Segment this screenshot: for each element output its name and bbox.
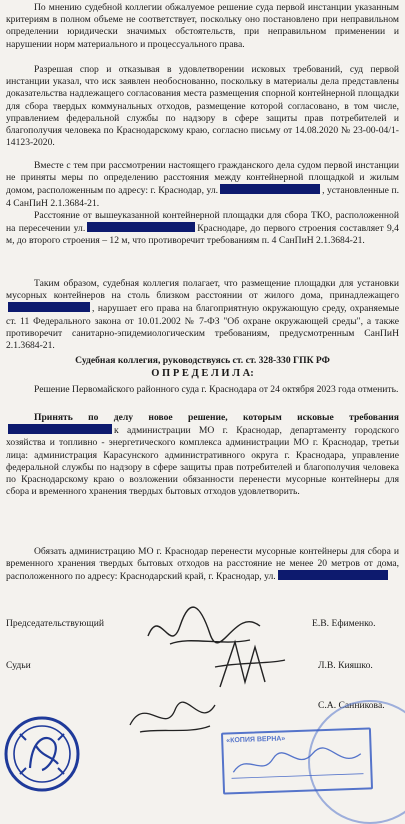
resolution-heading: О П Р Е Д Е Л И Л А: [151, 368, 254, 379]
redaction-block [278, 570, 388, 580]
paragraph-2: Разрешая спор и отказывая в удовлетворении исковых требований, суд первой инстанции указал, что иск заявлен необоснованно, поскольку в материалы дела представлены доказательства надлежащего согласования места размещения спорной контейнерной площадки для сбора твердых коммунальных отходов, размещение которой согласовано, в том числе, управлением федеральной службы по надзору в сфере защиты прав потребителей и благополучия человека по Краснодарскому краю, согласно письму от 14.08.2020 № 23-00-04/1-14123-2020. [6, 64, 399, 149]
paragraph-3-tail: , установленные п. 4 СанПиН 2.1.3684-21. [6, 185, 399, 209]
judge-1-name: Л.В. Кияшко. [318, 660, 373, 671]
legal-basis-line: Судебная коллегия, руководствуясь ст. ст. 328-330 ГПК РФ [75, 355, 330, 366]
judges-label: Судьи [6, 660, 31, 671]
paragraph-3 [6, 160, 399, 210]
stamp-signature [226, 740, 367, 785]
paragraph-5-tail: , нарушает его права на благоприятную окружающую среду, охраняемые ст. 11 Федерального закона от 10.01.2002 № 7-ФЗ "Об охране окружающей среды", а также противоречит санитарно-эпидемиологическим требованиям, предусмотренным СанПиН 2.1.3684-21. [6, 303, 399, 352]
paragraph-4-text: Расстояние от вышеуказанной контейнерной площадки для сбора ТКО, расположенной на пересечении ул. [6, 210, 399, 235]
presiding-label: Председательствующий [6, 618, 105, 629]
copy-verified-stamp [221, 727, 373, 794]
paragraph-7-lead: Принять по делу новое решение, которым исковые требования [34, 412, 399, 423]
redaction-block [8, 302, 90, 312]
paragraph-8 [6, 546, 399, 584]
signature-judge-2 [120, 690, 220, 740]
paragraph-5-text: Таким образом, судебная коллегия полагает, что размещение площадки для установки мусорных контейнеров на столь близком расстоянии от жилого дома, принадлежащего [6, 278, 399, 302]
redaction-block [220, 184, 320, 194]
paragraph-4-tail: Краснодаре, до первого строения составляет 9,4 м, до второго строения – 12 м, что противоречит требованиям п. 4 СанПиН 2.1.3684-21. [6, 223, 399, 247]
stamp-text: «КОПИЯ ВЕРНА» [226, 735, 286, 745]
paragraph-1: По мнению судебной коллегии обжалуемое решение суда первой инстанции указанным критериям в полном объеме не соответствует, поскольку оно постановлено при неправильном определении юридически значимых обстоятельств, при неправильном применении и нарушении норм материального и процессуального права. [6, 2, 399, 50]
redaction-block [87, 222, 195, 232]
paragraph-5 [6, 278, 399, 352]
paragraph-7-text: к администрации МО г. Краснодар, департаменту городского хозяйства и топливно - энергетического комплекса администрации МО г. Краснодар, третьи лица: администрация Карасунского административного округа г. Краснодара, управление федеральной службы по надзору в сфере защиты прав потребителей и благополучия человека по Краснодарскому краю о возложении обязанности перенести мусорные контейнеры для сбора и временного хранения твердых бытовых отходов удовлетворить. [6, 425, 399, 498]
redaction-block [8, 424, 112, 434]
paragraph-8-text: Обязать администрацию МО г. Краснодар перенести мусорные контейнеры для сбора и временного хранения твердых бытовых отходов на расстояние не менее 20 метров от дома, расположенного по адресу: Краснодарский край, г. Краснодар, ул. [6, 546, 399, 583]
paragraph-6: Решение Первомайского районного суда г. Краснодара от 24 октября 2023 года отменить. [34, 384, 399, 395]
paragraph-7 [6, 412, 399, 498]
judge-2-name: С.А. Санникова. [318, 700, 385, 711]
signature-judge-1 [210, 632, 290, 692]
court-seal-emblem [2, 708, 82, 800]
paragraph-4 [6, 210, 399, 248]
paragraph-3-text: Вместе с тем при рассмотрении настоящего гражданского дела судом первой инстанции не приняты меры по определению расстояния между контейнерной площадкой и жилым домом, расположенным по адресу: г. Краснодар, ул. [6, 160, 399, 197]
presiding-name: Е.В. Ефименко. [312, 618, 376, 629]
